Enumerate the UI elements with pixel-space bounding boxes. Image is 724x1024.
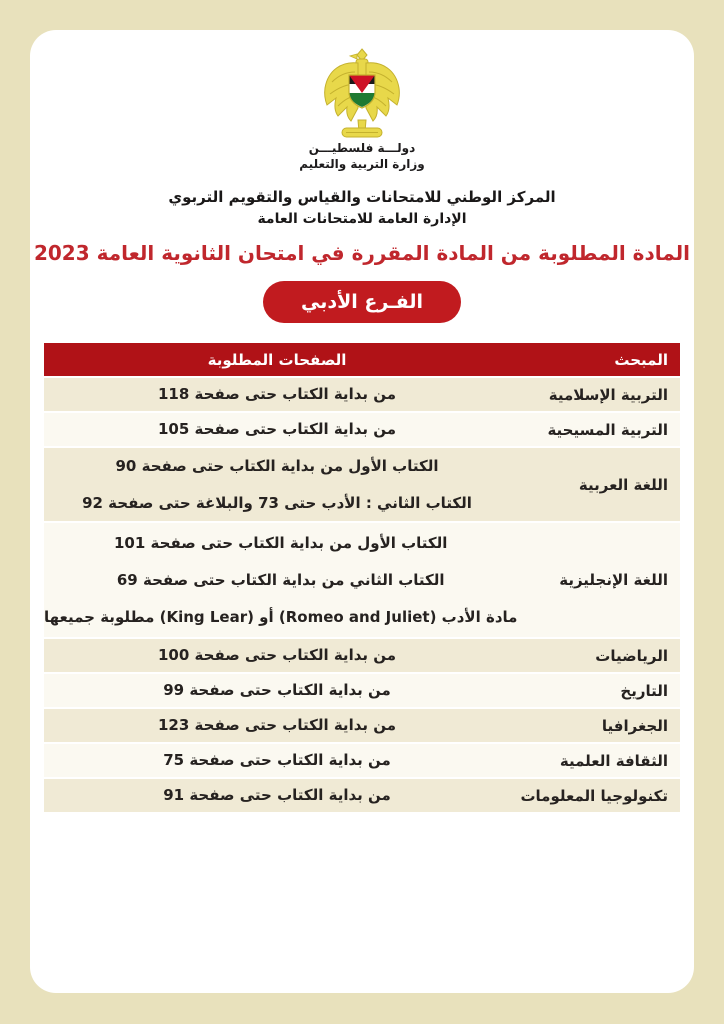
org-name-line1: المركز الوطني للامتحانات والقياس والتقويم التربوي [168, 188, 556, 206]
subject-cell: تكنولوجيا المعلومات [520, 786, 668, 805]
table-row [44, 707, 680, 742]
pages-cell [44, 413, 510, 446]
pages-cell [44, 523, 517, 637]
table-row [44, 521, 680, 637]
table-row [44, 742, 680, 777]
subject-cell: اللغة العربية [578, 475, 668, 494]
pages-line: من بداية الكتاب حتى صفحة 99 [163, 681, 391, 699]
table-header-pages: الصفحات المطلوبة [207, 350, 347, 369]
table-row [44, 672, 680, 707]
pages-line: من بداية الكتاب حتى صفحة 91 [163, 786, 391, 804]
pages-cell [44, 448, 510, 521]
subjects-table [44, 343, 680, 812]
pages-cell [44, 779, 510, 812]
pages-line: الكتاب الثاني : الأدب حتى 73 والبلاغة حتى صفحة 92 [82, 493, 472, 512]
subject-cell: الجغرافيا [601, 716, 668, 735]
subject-cell: التاريخ [620, 681, 668, 700]
table-row [44, 777, 680, 812]
pages-line: من بداية الكتاب حتى صفحة 105 [158, 420, 397, 438]
branch-badge: الفـرع الأدبي [263, 281, 461, 323]
table-row [44, 446, 680, 521]
pages-line: من بداية الكتاب حتى صفحة 100 [158, 646, 397, 664]
state-name [30, 140, 694, 172]
subject-cell: التربية الإسلامية [548, 385, 668, 404]
pages-line: مادة الأدب (Romeo and Juliet) أو (King Lear) مطلوبة جميعها [44, 607, 518, 626]
pages-cell [44, 744, 510, 777]
subject-cell: التربية المسيحية [547, 420, 668, 439]
pages-line: من بداية الكتاب حتى صفحة 123 [158, 716, 397, 734]
pages-cell [44, 378, 510, 411]
state-name-line1: دولـــة فلسطيـــن [308, 141, 416, 155]
pages-line: الكتاب الأول من بداية الكتاب حتى صفحة 90 [115, 456, 439, 475]
pages-cell [44, 639, 510, 672]
palestine-eagle-emblem-icon [314, 48, 410, 138]
subject-cell: اللغة الإنجليزية [559, 571, 668, 589]
document-page [30, 30, 694, 993]
emblem-wrap [30, 48, 694, 172]
table-row [44, 637, 680, 672]
org-name-line2: الإدارة العامة للامتحانات العامة [257, 211, 467, 227]
pages-line: الكتاب الثاني من بداية الكتاب حتى صفحة 69 [116, 570, 445, 589]
pages-cell [44, 709, 510, 742]
table-header-row [44, 343, 680, 376]
pages-line: الكتاب الأول من بداية الكتاب حتى صفحة 101 [114, 533, 448, 552]
table-row [44, 376, 680, 411]
pages-line: من بداية الكتاب حتى صفحة 118 [158, 385, 397, 403]
pages-line: من بداية الكتاب حتى صفحة 75 [163, 751, 391, 769]
table-header-subject: المبحث [614, 350, 668, 369]
pages-cell [44, 674, 510, 707]
page-title: المادة المطلوبة من المادة المقررة في امتحان الثانوية العامة 2023 [33, 241, 691, 265]
subject-cell: الثقافة العلمية [559, 751, 668, 770]
state-name-line2: وزارة التربية والتعليم [299, 157, 425, 171]
subject-cell: الرياضيات [595, 646, 668, 665]
table-row [44, 411, 680, 446]
